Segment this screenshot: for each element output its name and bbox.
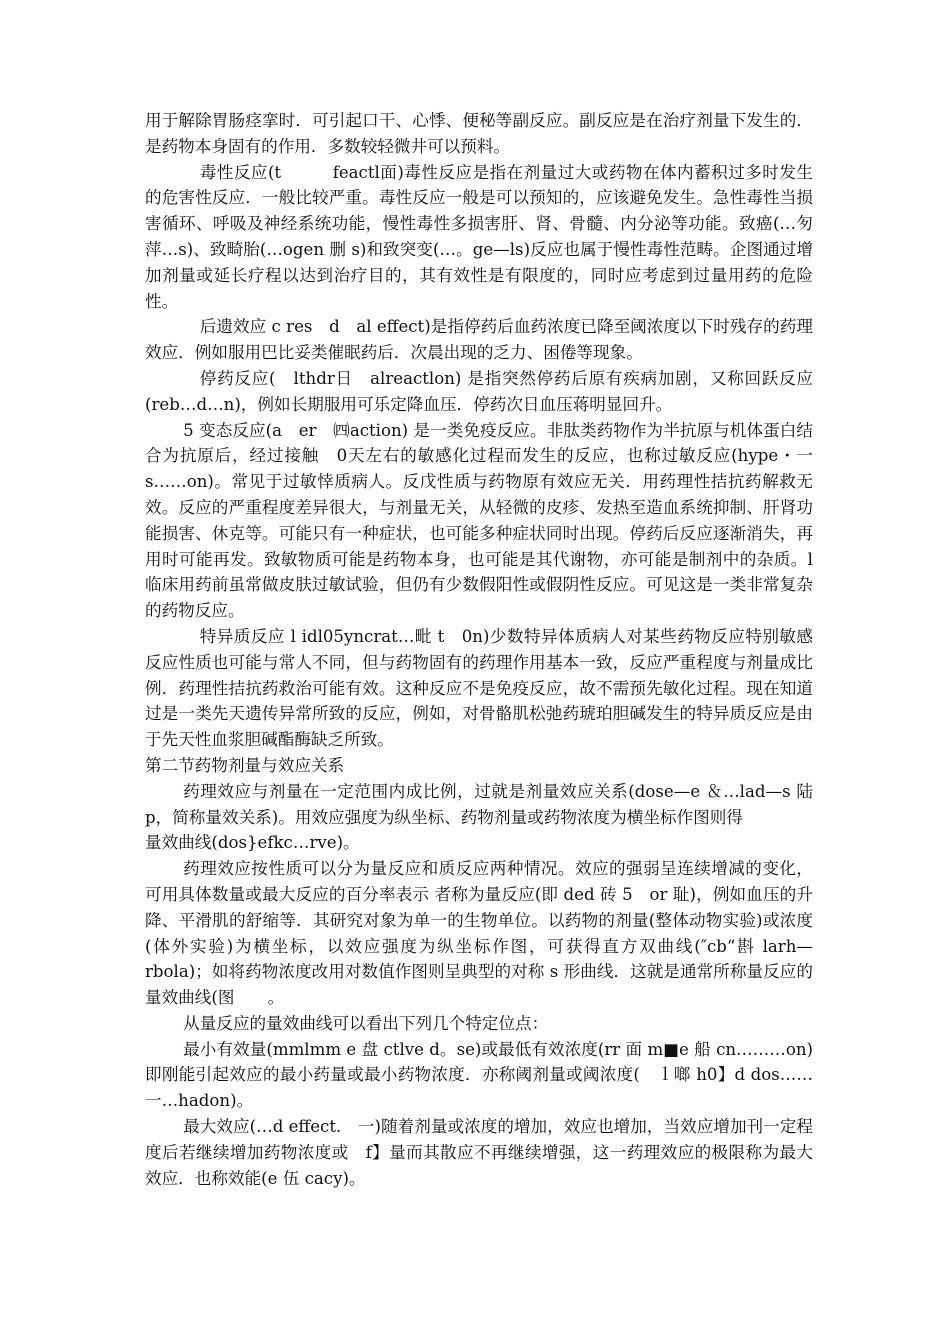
document-page	[145, 108, 813, 1191]
paragraph-specific-points: 从量反应的量效曲线可以看出下列几个特定位点：	[183, 1013, 549, 1033]
paragraph-side-effect: 用于解除胃肠痉挛时．可引起口干、心悸、便秘等副反应。副反应是在治疗剂量下发生的．是药物本身固有的作用．多数较轻微井可以预料。	[145, 111, 813, 156]
paragraph-withdrawal-reaction: 停药反应( lthdr日 alreactlon) 是指突然停药后原有疾病加剧，又称回跃反应(reb…d…n)，例如长期服用可乐定降血压．停药次日血压蒋明显回升。	[145, 368, 813, 414]
paragraph-dose-effect-relation: 药理效应与剂量在一定范围内成比例，过就是剂量效应关系(dose—e ＆…lad—s 陆 p，简称量效关系)。用效应强度为纵坐标、药物剂量或药物浓度为横坐标作图则得	[145, 781, 813, 827]
paragraph-idiosyncratic-reaction: 特异质反应 l idl05yncrat…毗 t 0n)少数特异体质病人对某些药物反应特别敏感 反应性质也可能与常人不同，但与药物固有的药理作用基本一致，反应严重程度与剂量成比例．药理性拮抗药救治可能有效。这种反应不是免疫反应，故不需预先敏化过程。现在知道过是一类先天遗传异常所致的反应，例如，对骨骼肌松弛药琥珀胆碱发生的特异质反应是由于先天性血浆胆碱酯酶缺乏所致。	[145, 626, 813, 750]
paragraph-minimum-effective-dose: 最小有效量(mmlmm e 盘 ctlve d。se)或最低有效浓度(rr 面 m■e 船 cn………on)即刚能引起效应的最小药量或最小药物浓度．亦称阈剂量或阈浓度( ｌ啷 h0】d dos……一…hadon)。	[145, 1039, 813, 1111]
paragraph-residual-effect: 后遗效应 c res d al effect)是指停药后血药浓度已降至阈浓度以下时残存的药理效应．例如服用巴比妥类催眠药后．次晨出现的乏力、困倦等现象。	[145, 317, 813, 363]
section-heading: 第二节药物剂量与效应关系	[145, 755, 345, 775]
paragraph-graded-response: 药理效应按性质可以分为量反应和质反应两种情况。效应的强弱呈连续增减的变化，可用具体数量或最大反应的百分率表示 者称为量反应(即 ded 砖 5 or 耻)，例如血压的升降、平滑肌的舒缩等．其研究对象为单一的生物单位。以药物的剂量(整体动物实验)或浓度(体外实验)为横坐标，以效应强度为纵坐标作图，可获得直方双曲线(″cb“斟 larh—rbola)；如将药物浓度改用对数值作图则呈典型的对称 s 形曲线．这就是通常所称量反应的量效曲线(图 。	[145, 859, 813, 1008]
paragraph-allergic-reaction: 5 变态反应(a er ㈣action) 是一类免疫反应。非肽类药物作为半抗原与机体蛋白结合为抗原后，经过接触 0天左右的敏感化过程而发生的反应，也称过敏反应(hype・一 s……on)。常见于过敏悻质病人。反戊性质与药物原有效应无关．用药理性拮抗药解救无效。反应的严重程度差异很大，与剂量无关，从轻微的皮疹、发热至造血系统抑制、肝肾功能损害、休克等。可能只有一种症状，也可能多种症状同时出现。停药后反应逐渐消失，再用时可能再发。致敏物质可能是药物本身，也可能是其代谢物，亦可能是制剂中的杂质。l 临床用药前虽常做皮肤过敏试验，但仍有少数假阳性或假阴性反应。可见这是一类非常复杂的药物反应。	[145, 420, 813, 621]
paragraph-toxic-reaction: 毒性反应(t feactl面)毒性反应是指在剂量过大或药物在体内蓄积过多时发生的危害性反应．一般比较严重。毒性反应一般是可以预知的，应该避免发生。急性毒性当损害循环、呼吸及神经系统功能，慢性毒性多损害肝、肾、骨髓、内分泌等功能。致癌(…匇萍…s)、致畸胎(…ogen 删 s)和致突变(…。ge—ls)反应也属于慢性毒性范畴。企图通过增加剂量或延长疗程以达到治疗目的，其有效性是有限度的，同时应考虑到过量用药的危险性。	[145, 162, 813, 311]
paragraph-dose-effect-curve: 量效曲线(dos}efkc…rve)。	[145, 833, 360, 853]
paragraph-maximum-effect: 最大效应(…d effect. 一)随着剂量或浓度的增加，效应也增加，当效应增加刊一定程度后若继续增加药物浓度或 f】量而其散应不再继续增强，这一药理效应的极限称为最大效应．也称效能(e 伍 cacy)。	[145, 1117, 813, 1188]
